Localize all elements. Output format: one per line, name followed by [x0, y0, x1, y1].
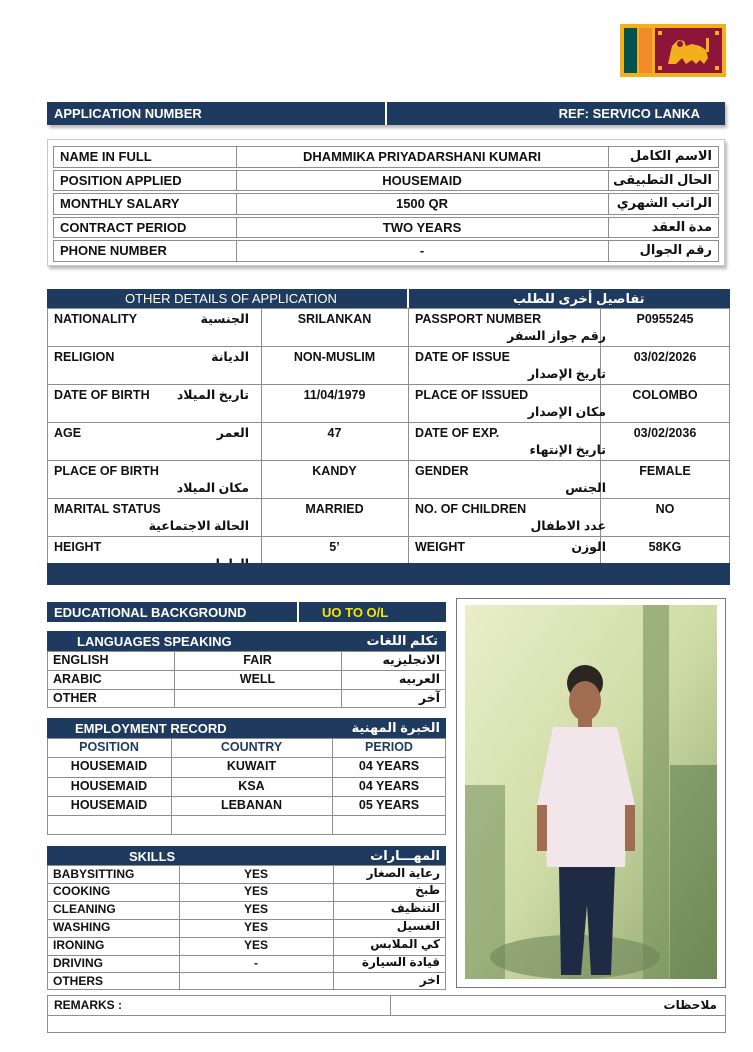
info-value: HOUSEMAID: [382, 172, 462, 188]
details-left-label-ar: العمر: [216, 426, 249, 440]
language-name-ar: آخر: [418, 691, 440, 705]
employment-column-header: COUNTRY: [220, 740, 283, 754]
employment-country: KUWAIT: [226, 759, 277, 774]
employment-period: 05 YEARS: [358, 797, 420, 812]
header-divider: [385, 102, 387, 125]
application-header-bar: [47, 102, 725, 125]
info-col-divider: [608, 146, 609, 168]
skill-name-ar: طبخ: [415, 883, 440, 898]
employment-period: 04 YEARS: [358, 759, 420, 774]
skills-table: [47, 846, 446, 991]
details-left-value: 5’: [329, 540, 340, 554]
details-left-value: KANDY: [312, 464, 357, 478]
skill-name-ar: رعاية الصغار: [366, 865, 440, 880]
applicant-photo: [465, 605, 717, 979]
details-right-label-ar: الوزن: [571, 540, 606, 554]
details-left-label-ar: الديانة: [211, 350, 249, 364]
language-name-ar: الانجليزيه: [382, 653, 440, 667]
employment-row-divider: [47, 796, 446, 797]
employment-table: [47, 718, 446, 835]
details-right-label-ar: رقم جواز السفر: [507, 329, 606, 343]
details-left-label: NATIONALITY: [54, 312, 138, 326]
details-left-value: MARRIED: [305, 502, 364, 516]
employment-title: EMPLOYMENT RECORD: [75, 721, 227, 736]
employment-column-header: PERIOD: [365, 740, 413, 754]
details-left-label: MARITAL STATUS: [54, 502, 161, 516]
details-left-label: HEIGHT: [54, 540, 102, 554]
info-value: DHAMMIKA PRIYADARSHANI KUMARI: [302, 149, 542, 164]
details-row-divider: [47, 422, 730, 423]
sri-lanka-flag: [620, 24, 726, 77]
info-label-ar: الحال التطبيقى: [613, 171, 712, 187]
details-left-label-ar: الحالة الاجتماعية: [148, 519, 249, 533]
details-left-label-ar: مكان الميلاد: [176, 481, 249, 495]
skills-title: SKILLS: [129, 849, 176, 864]
details-right-label: NO. OF CHILDREN: [415, 502, 527, 516]
employment-country: LEBANAN: [220, 797, 283, 812]
info-label: MONTHLY SALARY: [60, 196, 180, 211]
info-col-divider: [608, 170, 609, 192]
info-label-ar: رقم الجوال: [639, 242, 712, 257]
details-right-label: DATE OF EXP.: [415, 426, 500, 440]
skill-name: COOKING: [53, 884, 111, 899]
employment-row-divider: [47, 757, 446, 758]
employment-position: HOUSEMAID: [70, 778, 148, 793]
skill-name-ar: الغسيل: [396, 919, 440, 934]
employment-title-bar: [47, 718, 446, 738]
details-col-divider: [261, 308, 262, 574]
details-left-label: AGE: [54, 426, 82, 440]
details-title-ar: تفاصيل أخرى للطلب: [513, 291, 645, 306]
details-right-label: DATE OF ISSUE: [415, 350, 510, 364]
info-label: NAME IN FULL: [60, 149, 152, 164]
skill-name: OTHERS: [53, 973, 104, 988]
details-right-value: P0955245: [636, 312, 694, 326]
skills-row-divider: [47, 972, 446, 973]
info-value: TWO YEARS: [382, 219, 462, 235]
employment-column-header: POSITION: [79, 740, 139, 754]
applicant-photo-frame: [456, 598, 726, 988]
details-footer-bar: [47, 563, 730, 585]
languages-title-ar: تكلم اللغات: [366, 633, 438, 648]
skill-name-ar: التنظيف: [390, 901, 440, 916]
education-bar: [47, 602, 446, 622]
details-row-divider: [47, 498, 730, 499]
employment-row-divider: [47, 815, 446, 816]
ref-label: REF: SERVICO LANKA: [558, 106, 700, 121]
applicant-info-table: [47, 139, 725, 266]
languages-title-bar: [47, 631, 446, 651]
remarks-divider-line: [48, 1015, 725, 1016]
language-name: OTHER: [53, 691, 97, 705]
languages-row-divider: [47, 689, 446, 690]
details-right-label: GENDER: [415, 464, 469, 478]
language-name-ar: العربيه: [398, 672, 440, 686]
language-name: ARABIC: [53, 672, 102, 686]
details-row-divider: [47, 460, 730, 461]
application-number-label: APPLICATION NUMBER: [54, 106, 202, 121]
skill-value: YES: [243, 902, 268, 917]
details-table: [47, 289, 730, 585]
employment-country: KSA: [238, 778, 265, 793]
details-right-value: NO: [655, 502, 675, 516]
skill-name: DRIVING: [53, 956, 104, 970]
info-label-ar: الاسم الكامل: [629, 148, 712, 163]
details-right-label: PLACE OF ISSUED: [415, 388, 529, 402]
skill-name-ar: كي الملابس: [370, 937, 440, 952]
details-right-label-ar: تاريخ الإصدار: [527, 367, 606, 381]
languages-row-divider: [47, 670, 446, 671]
details-left-label: PLACE OF BIRTH: [54, 464, 159, 478]
details-row-divider: [47, 346, 730, 347]
details-title: OTHER DETAILS OF APPLICATION: [125, 291, 337, 306]
details-right-label-ar: مكان الإصدار: [527, 405, 606, 419]
remarks-label-ar: ملاحظات: [663, 998, 717, 1012]
language-name: ENGLISH: [53, 653, 109, 667]
languages-col-divider: [341, 651, 342, 708]
details-right-label-ar: الجنس: [565, 481, 606, 495]
skill-name-ar: قيادة السيارة: [361, 955, 440, 969]
info-label: CONTRACT PERIOD: [60, 219, 187, 235]
employment-position: HOUSEMAID: [70, 797, 148, 812]
employment-title-ar: الخبرة المهنية: [351, 720, 440, 735]
details-title-bar: [47, 289, 730, 308]
details-grid: [47, 308, 730, 574]
skill-name: WASHING: [53, 920, 111, 935]
details-right-value: COLOMBO: [632, 388, 698, 402]
remarks-label: REMARKS :: [54, 998, 122, 1012]
details-col-divider: [600, 308, 601, 574]
education-divider: [297, 602, 299, 622]
skills-title-bar: [47, 846, 446, 865]
remarks-box: [47, 995, 726, 1033]
details-col-divider: [408, 308, 409, 574]
languages-table: [47, 631, 446, 709]
skill-name: BABYSITTING: [53, 866, 135, 881]
info-col-divider: [608, 240, 609, 262]
details-row-divider: [47, 384, 730, 385]
language-level: WELL: [239, 672, 276, 686]
education-label: EDUCATIONAL BACKGROUND: [54, 605, 247, 620]
skills-title-ar: المهـــارات: [370, 848, 440, 863]
skill-name: CLEANING: [53, 902, 116, 917]
languages-title: LANGUAGES SPEAKING: [77, 634, 232, 649]
details-right-label-ar: تاريخ الإنتهاء: [529, 443, 606, 457]
employment-position: HOUSEMAID: [70, 759, 148, 774]
details-left-label-ar: الجنسية: [200, 312, 249, 326]
info-col-divider: [608, 217, 609, 239]
details-left-value: 11/04/1979: [303, 388, 366, 402]
details-right-value: 03/02/2026: [633, 350, 697, 364]
education-value: UO TO O/L: [322, 605, 389, 620]
details-left-value: NON-MUSLIM: [293, 350, 376, 364]
skill-value: YES: [243, 920, 268, 935]
skill-value: YES: [243, 866, 268, 881]
employment-row-divider: [47, 777, 446, 778]
info-label: PHONE NUMBER: [60, 243, 167, 258]
info-label: POSITION APPLIED: [60, 172, 182, 188]
details-left-label: RELIGION: [54, 350, 115, 364]
skill-value: YES: [243, 884, 268, 899]
details-left-value: SRILANKAN: [297, 312, 372, 326]
details-right-label: PASSPORT NUMBER: [415, 312, 542, 326]
skill-value: YES: [243, 938, 268, 953]
info-value: 1500 QR: [395, 196, 449, 211]
details-row-divider: [47, 536, 730, 537]
skill-value: -: [254, 956, 258, 970]
info-label-ar: مدة العقد: [651, 218, 712, 234]
details-left-value: 47: [327, 426, 342, 440]
details-right-value: 03/02/2036: [633, 426, 697, 440]
skill-name-ar: اخر: [419, 972, 440, 987]
details-right-label: WEIGHT: [415, 540, 465, 554]
details-left-label-ar: تاريخ الميلاد: [176, 388, 249, 402]
remarks-divider-col: [390, 996, 391, 1015]
info-value: -: [419, 243, 425, 258]
language-level: FAIR: [243, 653, 272, 667]
details-left-label: DATE OF BIRTH: [54, 388, 150, 402]
details-right-label-ar: عدد الاطفال: [530, 519, 606, 533]
details-right-value: FEMALE: [639, 464, 691, 478]
employment-period: 04 YEARS: [358, 778, 420, 793]
skill-name: IRONING: [53, 938, 105, 953]
info-col-divider: [608, 193, 609, 215]
details-title-divider: [407, 289, 409, 308]
info-label-ar: الراتب الشهري: [616, 195, 712, 210]
details-right-value: 58KG: [648, 540, 682, 554]
